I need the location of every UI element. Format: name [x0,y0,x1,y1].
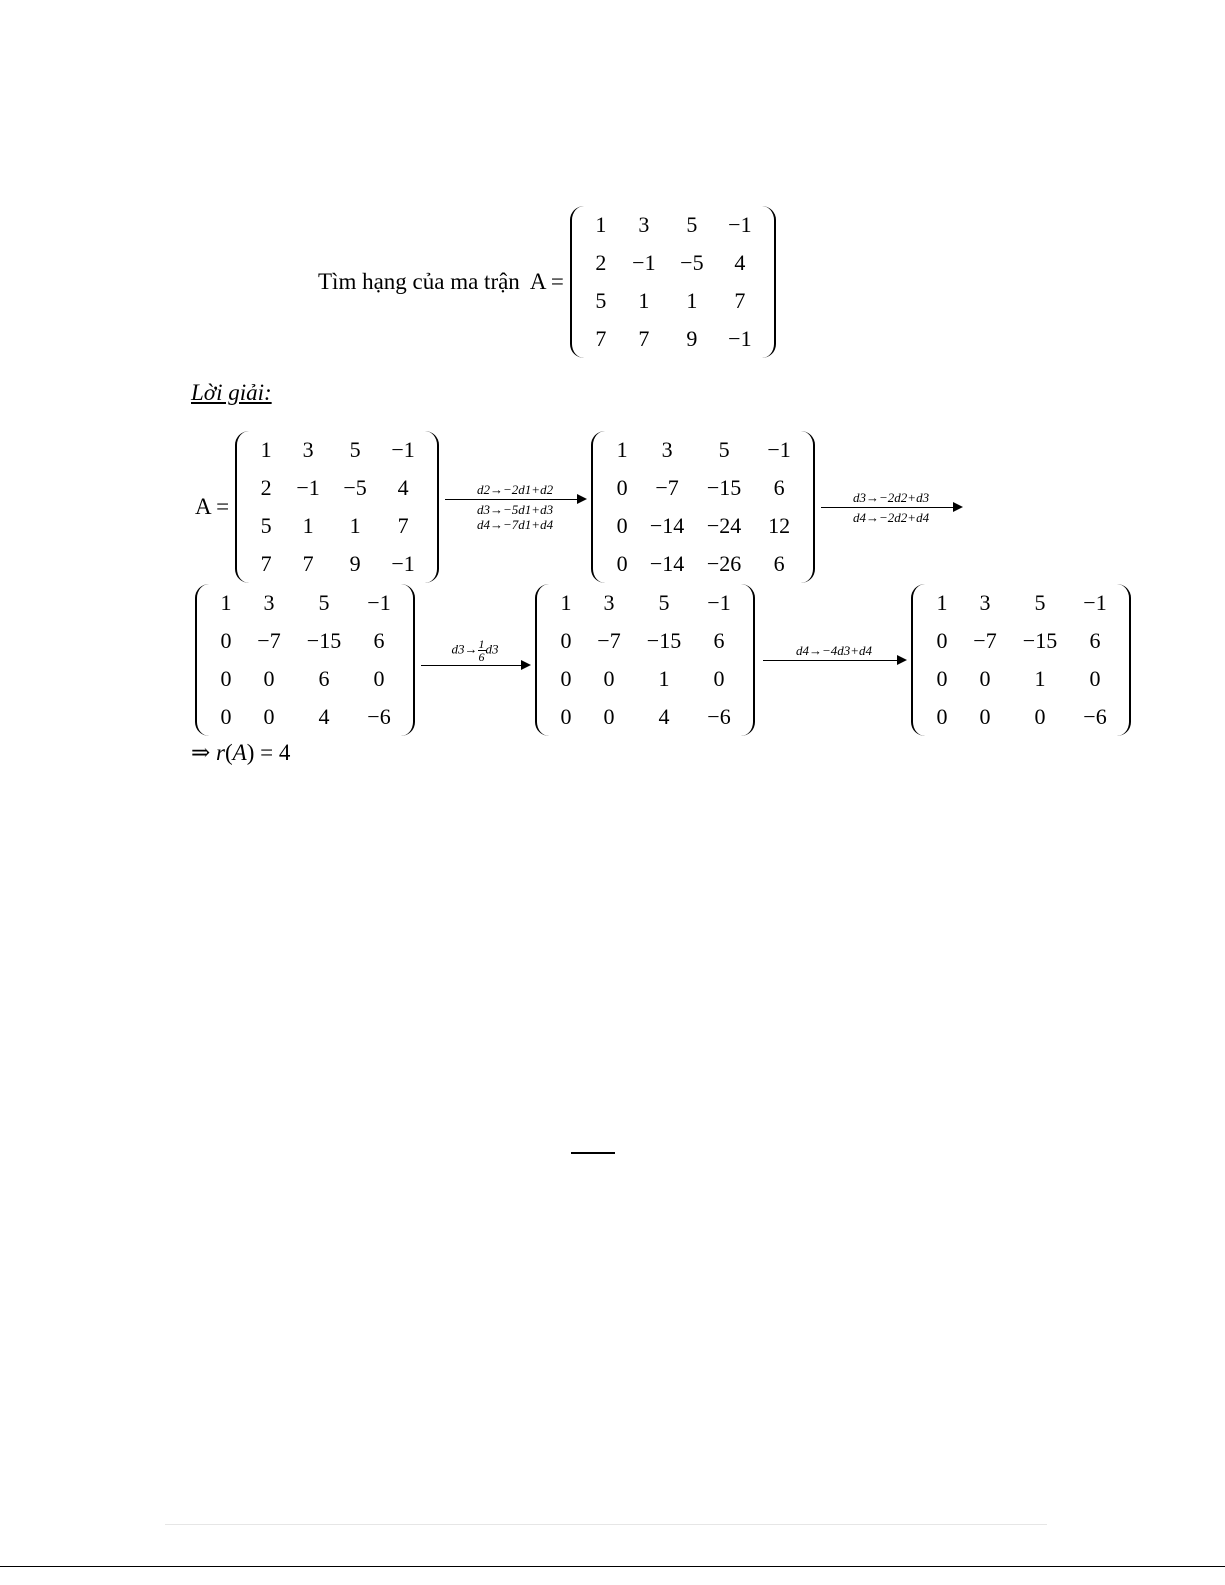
op3-den: 6 [478,649,485,664]
matrix-cell: −14 [649,551,685,576]
matrix-cell: −15 [1022,628,1058,653]
matrix-step-1 [591,431,815,583]
matrix-row [923,660,1119,698]
matrix-cell: 0 [220,666,232,691]
op4-label: d4→−4d3+d4 [795,642,873,658]
matrix-cell: 3 [263,590,275,615]
matrix-cell: 0 [263,666,275,691]
matrix-cell: −1 [767,437,791,462]
matrix-cell: 7 [397,513,409,538]
matrix-cell: 1 [220,590,232,615]
start-label: A = [195,494,230,519]
matrix-cell: 3 [302,437,314,462]
matrix-cell: 3 [979,590,991,615]
op3-suffix: d3 [485,640,499,656]
matrix-cell: −1 [728,326,752,351]
matrix-cell: −1 [296,475,320,500]
op2-line-2: d4→−2d2+d4 [853,509,930,525]
matrix-cell: 6 [773,551,785,576]
matrix-cell: 1 [302,513,314,538]
operation-arrow-4 [763,643,905,678]
arrow-line [763,660,905,661]
matrix-cell: −1 [707,590,731,615]
matrix-cell: −6 [1083,704,1107,729]
matrix-row [582,244,764,282]
matrix-cell: −15 [646,628,682,653]
matrix-cell: 6 [713,628,725,653]
problem-matrix [570,206,776,358]
matrix-cell: 1 [1034,666,1046,691]
op3-label [452,638,499,663]
matrix-row [603,545,803,583]
matrix-row [207,660,403,698]
op3-num: 1 [478,636,485,651]
matrix-cell: 0 [616,475,628,500]
matrix-cell: −7 [655,475,679,500]
matrix-cell: 0 [560,704,572,729]
rank-value: = 4 [260,740,291,765]
matrix-cell: 4 [318,704,330,729]
matrix-row [207,622,403,660]
matrix-row [603,431,803,469]
matrix-cell: −7 [257,628,281,653]
arrow-line [421,665,529,666]
matrix-label: A = [529,269,564,294]
matrix-cell: 5 [718,437,730,462]
operation-arrow-1 [445,482,585,532]
matrix-cell: 1 [560,590,572,615]
matrix-row [247,507,427,545]
arrow-line [445,499,585,500]
matrix-cell: −7 [597,628,621,653]
matrix-cell: 0 [936,666,948,691]
matrix-cell: 7 [638,326,650,351]
matrix-cell: 1 [260,437,272,462]
matrix-row [923,622,1119,660]
matrix-cell: 4 [397,475,409,500]
matrix-cell: −1 [367,590,391,615]
matrix-cell: 7 [302,551,314,576]
matrix-cell: −7 [973,628,997,653]
matrix-cell: 0 [616,551,628,576]
op1-line-2: d3→−5d1+d3 [477,502,554,517]
matrix-cell: 0 [936,628,948,653]
matrix-cell: −1 [391,551,415,576]
matrix-row [207,698,403,736]
matrix-cell: 0 [220,628,232,653]
matrix-cell: 1 [686,288,698,313]
matrix-row [603,469,803,507]
solution-heading: Lời giải: [191,380,272,405]
matrix-cell: 0 [603,666,615,691]
matrix-cell: −5 [680,250,704,275]
matrix-cell: 6 [773,475,785,500]
problem-statement [318,208,776,356]
matrix-cell: 0 [1089,666,1101,691]
op1-line-3: d4→−7d1+d4 [477,517,554,532]
matrix-cell: 0 [979,704,991,729]
matrix-cell: 1 [595,212,607,237]
matrix-row [547,622,743,660]
op2-line-1: d3→−2d2+d3 [853,489,930,505]
op3-prefix: d3→ [451,640,478,656]
matrix-row [603,507,803,545]
operation-arrow-3 [421,638,529,683]
matrix-cell: 4 [734,250,746,275]
matrix-row [247,469,427,507]
matrix-cell: 6 [1089,628,1101,653]
matrix-cell: 9 [349,551,361,576]
matrix-cell: 7 [734,288,746,313]
matrix-cell: 5 [318,590,330,615]
arrow-line [821,507,961,508]
matrix-step-3 [535,584,755,736]
matrix-cell: 9 [686,326,698,351]
matrix-cell: 1 [616,437,628,462]
matrix-cell: −26 [706,551,742,576]
implies-symbol: ⇒ [191,740,211,765]
matrix-row [582,282,764,320]
matrix-cell: 0 [616,513,628,538]
matrix-row [247,431,427,469]
matrix-cell: 5 [658,590,670,615]
matrix-cell: 12 [768,513,791,538]
matrix-row [923,698,1119,736]
matrix-cell: 0 [936,704,948,729]
matrix-row [582,206,764,244]
matrix-cell: 7 [595,326,607,351]
matrix-row [247,545,427,583]
footnote-separator [571,1152,615,1154]
matrix-cell: 1 [638,288,650,313]
matrix-cell: 2 [260,475,272,500]
matrix-cell: 0 [979,666,991,691]
matrix-cell: 0 [560,666,572,691]
matrix-cell: 1 [349,513,361,538]
matrix-cell: −5 [343,475,367,500]
matrix-cell: −14 [649,513,685,538]
matrix-cell: 1 [658,666,670,691]
matrix-step-2 [195,584,415,736]
matrix-cell: −1 [728,212,752,237]
matrix-cell: 3 [638,212,650,237]
matrix-cell: 0 [713,666,725,691]
matrix-row [582,320,764,358]
matrix-cell: −24 [706,513,742,538]
solution-row-1 [195,433,967,581]
matrix-cell: 5 [1034,590,1046,615]
matrix-cell: 0 [220,704,232,729]
rank-argument: A [232,740,247,765]
matrix-cell: 4 [658,704,670,729]
matrix-cell: 5 [260,513,272,538]
matrix-cell: 0 [560,628,572,653]
matrix-row [207,584,403,622]
matrix-cell: 5 [349,437,361,462]
matrix-cell: 6 [373,628,385,653]
matrix-cell: 0 [1034,704,1046,729]
matrix-cell: 0 [373,666,385,691]
matrix-cell: −6 [707,704,731,729]
rank-result: ⇒ r(A) = 4 [191,740,291,765]
matrix-cell: −1 [632,250,656,275]
matrix-row [923,584,1119,622]
rank-symbol: r [216,740,225,765]
matrix-step-4 [911,584,1131,736]
matrix-cell: 3 [661,437,673,462]
op1-line-1: d2→−2d1+d2 [477,482,554,497]
page-footer-rule [165,1524,1047,1525]
solution-row-2 [195,586,1131,734]
matrix-cell: −1 [1083,590,1107,615]
matrix-cell: 2 [595,250,607,275]
matrix-cell: 0 [263,704,275,729]
matrix-cell: 5 [686,212,698,237]
matrix-cell: 0 [603,704,615,729]
matrix-row [547,660,743,698]
matrix-cell: −15 [706,475,742,500]
matrix-cell: −6 [367,704,391,729]
matrix-cell: 3 [603,590,615,615]
matrix-cell: 7 [260,551,272,576]
matrix-row [547,584,743,622]
matrix-cell: 5 [595,288,607,313]
problem-text: Tìm hạng của ma trận [318,269,520,294]
matrix-step-0 [235,431,439,583]
op3-fraction [478,638,486,663]
operation-arrow-2 [821,490,961,525]
page-bottom-border [0,1566,1225,1567]
matrix-cell: −15 [306,628,342,653]
matrix-cell: 1 [936,590,948,615]
matrix-cell: 6 [318,666,330,691]
matrix-row [547,698,743,736]
matrix-cell: −1 [391,437,415,462]
